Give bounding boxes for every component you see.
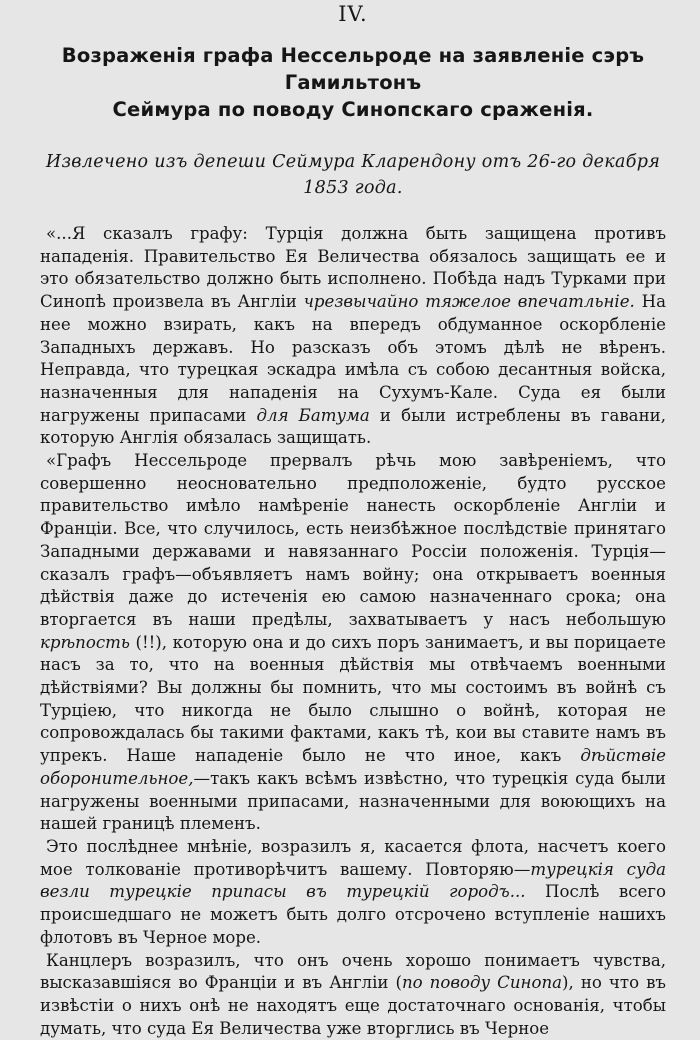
text-run: —такъ какъ всѣмъ извѣстно, что турецкія суда были нагружены военными припасами, назначенными для воюющихъ на нашей границѣ племенъ. <box>40 769 666 833</box>
text-run: Это послѣднее мнѣніе, возразилъ я, касается флота, насчетъ коего мое толкованіе противорѣчитъ вашему. Повторяю— <box>40 837 666 879</box>
italic-text-run: чрезвычайно тяжелое впечатльніе. <box>304 292 635 311</box>
text-run: Послѣ всего происшедшаго не можетъ быть долго отсрочено вступленіе нашихъ флотовъ въ Черное море. <box>40 882 666 946</box>
text-run: (!!), которую она и до сихъ поръ занимаетъ, и вы порицаете насъ за то, что на военныя дѣйствія мы отвѣчаемъ военными дѣйствіями? Вы должны бы помнить, что мы состоимъ въ войнѣ съ Турціею, что никогда не было слышно о войнѣ, которая не сопровождалась бы такими фактами, какъ тѣ, кои вы ставите намъ въ упрекъ. Наше нападеніе было не что иное, какъ <box>40 633 666 766</box>
subheading-line-2: 1853 года. <box>303 178 403 198</box>
body-paragraph <box>40 950 666 1040</box>
italic-text-run: для Батума <box>256 406 369 425</box>
heading-line-2: Сеймура по поводу Синопскаго сраженія. <box>113 98 594 121</box>
italic-text-run: крѣпость <box>40 633 130 652</box>
page-number: IV. <box>40 0 666 42</box>
text-run: и были истреблены въ гавани, которую Англія обязалась защищать. <box>40 406 666 448</box>
body-paragraph <box>40 450 666 836</box>
body-paragraph <box>40 836 666 950</box>
subheading-line-1: Извлечено изъ депеши Сеймура Кларендону отъ 26-го декабря <box>46 152 660 172</box>
body-paragraph <box>40 223 666 450</box>
text-run: ), но что въ извѣстіи о нихъ онѣ не находятъ еще достаточнаго основанія, чтобы думать, что суда Ея Величества уже вторглись въ Черное <box>40 973 666 1037</box>
text-run: На нее можно взирать, какъ на впередъ обдуманное оскорбленіе Западныхъ державъ. Но разсказъ объ этомъ дѣлѣ не вѣренъ. Неправда, что турецкая эскадра имѣла съ собою десантныя войска, назначенныя для нападенія на Сухумъ-Кале. Суда ея были нагружены припасами <box>40 292 666 425</box>
document-subheading <box>40 149 666 201</box>
italic-text-run: по поводу Синопа <box>402 973 562 992</box>
document-heading <box>40 42 666 123</box>
text-run: Канцлеръ возразилъ, что онъ очень хорошо понимаетъ чувства, высказавшіяся во Франціи и въ Англіи ( <box>40 951 666 993</box>
italic-text-run: турецкія суда везли турецкіе припасы въ турецкій городъ... <box>40 860 666 902</box>
text-run: «...Я сказалъ графу: Турція должна быть защищена противъ нападенія. Правительство Ея Величества обязалось защищать ее и это обязательство должно быть исполнено. Побѣда надъ Турками при Синопѣ произвела въ Англіи <box>40 224 666 311</box>
text-run: «Графъ Нессельроде прервалъ рѣчь мою завѣреніемъ, что совершенно неосновательно предположеніе, будто русское правительство имѣло намѣреніе нанесть оскорбленіе Англіи и Франціи. Все, что случилось, есть неизбѣжное послѣдствіе принятаго Западными державами и навязаннаго Россіи положенія. Турція—сказалъ графъ—объявляетъ намъ войну; она открываетъ военныя дѣйствія даже до истеченія ею самою назначеннаго срока; она вторгается въ наши предѣлы, захватываетъ у насъ небольшую <box>40 451 666 629</box>
italic-text-run: дѣйствіе оборонительное, <box>40 746 666 788</box>
heading-line-1: Возраженія графа Нессельроде на заявленіе сэръ Гамильтонъ <box>62 44 644 94</box>
document-body <box>40 223 666 1040</box>
